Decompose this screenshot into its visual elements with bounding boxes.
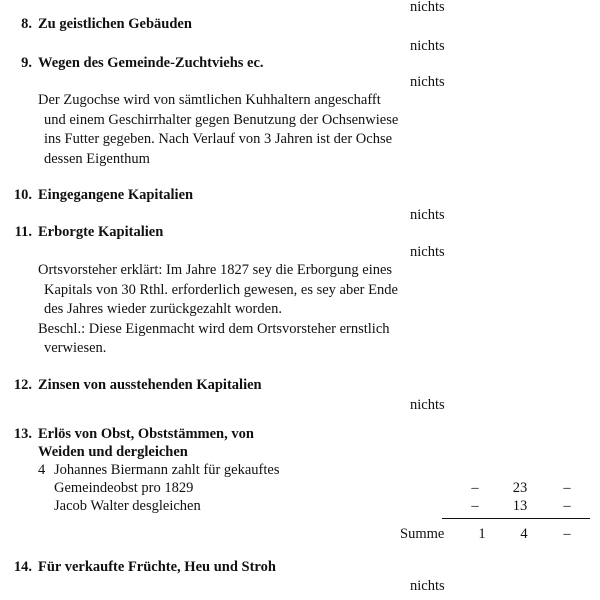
sum-col3: – <box>563 526 571 542</box>
paragraph-line: des Jahres wieder zurückgezahlt worden. <box>44 301 282 317</box>
paragraph-line: Der Zugochse wird von sämtlichen Kuhhaltern angeschafft <box>38 92 381 108</box>
section-title-12: Zinsen von ausstehenden Kapitalien <box>38 377 262 393</box>
paragraph-s9 <box>38 91 458 169</box>
entry-text: Jacob Walter desgleichen <box>54 498 201 514</box>
sum-rule <box>442 518 590 519</box>
sum-col1: 1 <box>478 526 486 542</box>
sum-label: Summe <box>400 526 445 542</box>
sum-col2: 4 <box>520 526 528 542</box>
paragraph-line: dessen Eigenthum <box>44 150 150 167</box>
section-number-14: 14. <box>13 559 32 575</box>
entry-text: Gemeindeobst pro 1829 <box>54 480 194 496</box>
status-s7: nichts <box>410 0 445 15</box>
amount-col2: 13 <box>512 498 528 514</box>
section-title-9: Wegen des Gemeinde-Zuchtviehs ec. <box>38 55 264 71</box>
paragraph-line: verwiesen. <box>44 340 107 356</box>
status-s12: nichts <box>410 397 445 413</box>
section-number-9: 9. <box>21 55 32 71</box>
section-title-11: Erborgte Kapitalien <box>38 224 164 240</box>
section-number-12: 12. <box>13 377 32 393</box>
amount-col1: – <box>471 498 479 514</box>
section-title-13-line2: Weiden und dergleichen <box>38 444 188 460</box>
amount-col3: – <box>563 480 571 496</box>
status-s9: nichts <box>410 74 445 90</box>
status-s11: nichts <box>410 244 445 260</box>
status-s14: nichts <box>410 578 445 594</box>
section-number-11: 11. <box>14 224 32 240</box>
paragraph-line: Ortsvorsteher erklärt: Im Jahre 1827 sey die Erborgung eines <box>38 262 393 278</box>
section-title-13-line1: Erlös von Obst, Obststämmen, von <box>38 426 254 442</box>
section-title-14: Für verkaufte Früchte, Heu und Stroh <box>38 559 276 575</box>
amount-col2: 23 <box>512 480 528 496</box>
amount-col3: – <box>563 498 571 514</box>
section-title-10: Eingegangene Kapitalien <box>38 187 194 203</box>
entry-text: Johannes Biermann zahlt für gekauftes <box>54 462 280 478</box>
section-number-10: 10. <box>13 187 32 203</box>
amount-col1: – <box>471 480 479 496</box>
section-title-8: Zu geistlichen Gebäuden <box>38 16 192 32</box>
entry-count: 4 <box>38 462 46 478</box>
section-number-13: 13. <box>13 426 32 442</box>
section-number-8: 8. <box>21 16 32 32</box>
paragraph-line: Kapitals von 30 Rthl. erforderlich gewesen, es sey aber Ende <box>44 281 398 298</box>
status-s10: nichts <box>410 207 445 223</box>
status-s8: nichts <box>410 38 445 54</box>
paragraph-line: und einem Geschirrhalter gegen Benutzung der Ochsenwiese <box>44 111 399 128</box>
paragraph-line: Beschl.: Diese Eigenmacht wird dem Ortsvorsteher ernstlich <box>38 320 390 337</box>
paragraph-s11 <box>38 261 458 359</box>
paragraph-line: ins Futter gegeben. Nach Verlauf von 3 Jahren ist der Ochse <box>44 131 393 147</box>
